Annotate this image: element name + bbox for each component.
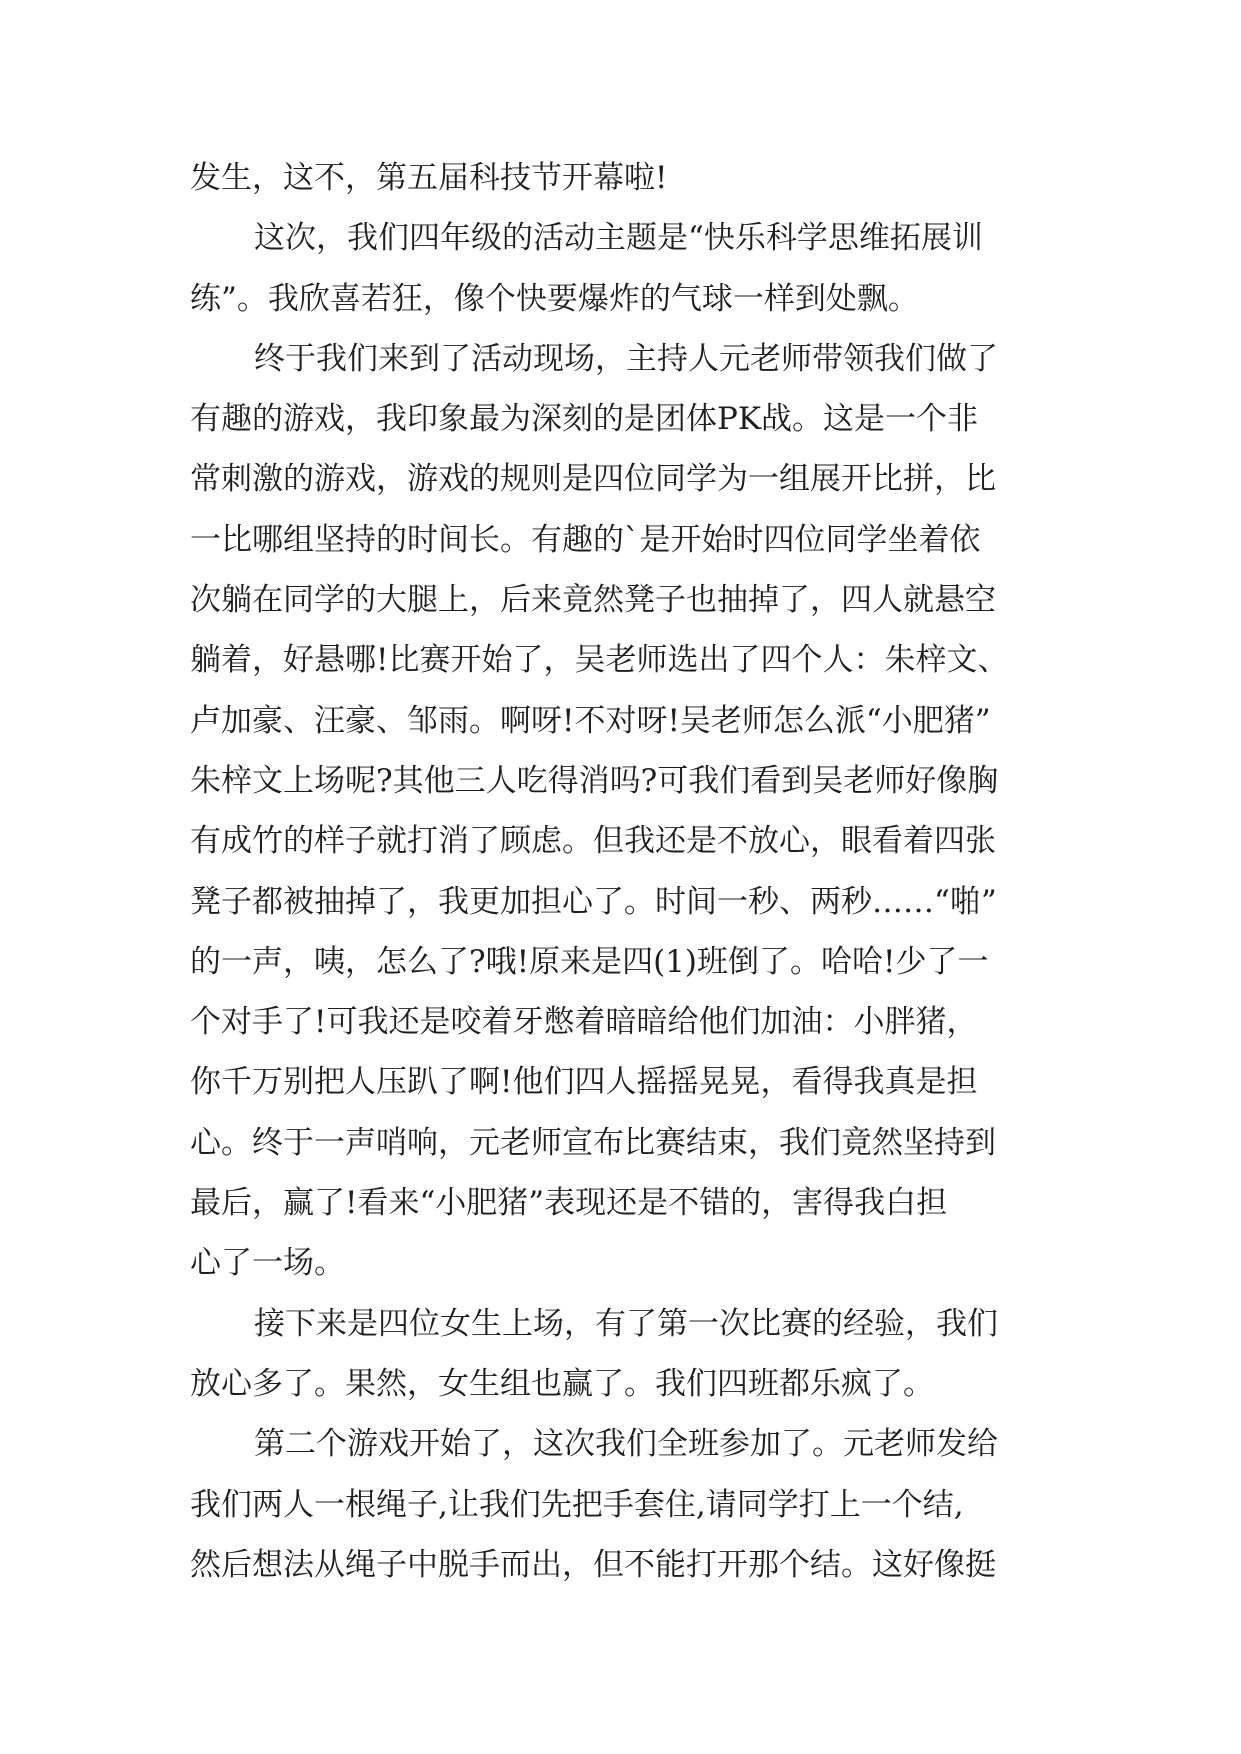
- text-line: 最后，赢了!看来“小肥猪”表现还是不错的，害得我白担: [190, 1185, 948, 1222]
- text-line: 有趣的游戏，我印象最为深刻的是团体PK战。这是一个非: [190, 401, 979, 438]
- text-line: 心了一场。: [190, 1245, 345, 1282]
- text-line: 的一声，咦，怎么了?哦!原来是四(1)班倒了。哈哈!少了一: [190, 943, 989, 980]
- text-line: 我们两人一根绳子,让我们先把手套住,请同学打上一个结,: [190, 1486, 964, 1523]
- text-line: 朱梓文上场呢?其他三人吃得消吗?可我们看到吴老师好像胸: [190, 762, 999, 799]
- text-line: 常刺激的游戏，游戏的规则是四位同学为一组展开比拼，比: [190, 461, 996, 498]
- text-line: 然后想法从绳子中脱手而出，但不能打开那个结。这好像挺: [190, 1546, 996, 1583]
- text-line: 心。终于一声哨响，元老师宣布比赛结束，我们竟然坚持到: [190, 1124, 996, 1161]
- text-line: 第二个游戏开始了，这次我们全班参加了。元老师发给: [254, 1426, 998, 1463]
- text-line: 放心多了。果然，女生组也赢了。我们四班都乐疯了。: [190, 1365, 934, 1402]
- text-line: 凳子都被抽掉了，我更加担心了。时间一秒、两秒……“啪”: [190, 883, 997, 920]
- text-line: 你千万别把人压趴了啊!他们四人摇摇晃晃，看得我真是担: [190, 1064, 978, 1101]
- body-text: [190, 148, 1070, 1595]
- text-line: 躺着，好悬哪!比赛开始了，吴老师选出了四个人：朱梓文、: [190, 642, 1009, 679]
- text-line: 卢加豪、汪豪、邹雨。啊呀!不对呀!吴老师怎么派“小肥猪”: [190, 702, 991, 739]
- text-line: 终于我们来到了活动现场，主持人元老师带领我们做了: [254, 340, 998, 377]
- text-line: 练”。我欣喜若狂，像个快要爆炸的气球一样到处飘。: [190, 280, 919, 317]
- text-line: 个对手了!可我还是咬着牙憋着暗暗给他们加油：小胖猪，: [190, 1004, 978, 1041]
- text-line: 接下来是四位女生上场，有了第一次比赛的经验，我们: [254, 1305, 998, 1342]
- text-line: 一比哪组坚持的时间长。有趣的`是开始时四位同学坐着依: [190, 521, 981, 558]
- text-line: 次躺在同学的大腿上，后来竟然凳子也抽掉了，四人就悬空: [190, 582, 996, 619]
- text-line: 这次，我们四年级的活动主题是“快乐科学思维拓展训: [254, 220, 983, 257]
- text-line: 发生，这不，第五届科技节开幕啦!: [190, 160, 668, 196]
- text-line: 有成竹的样子就打消了顾虑。但我还是不放心，眼看着四张: [190, 823, 996, 860]
